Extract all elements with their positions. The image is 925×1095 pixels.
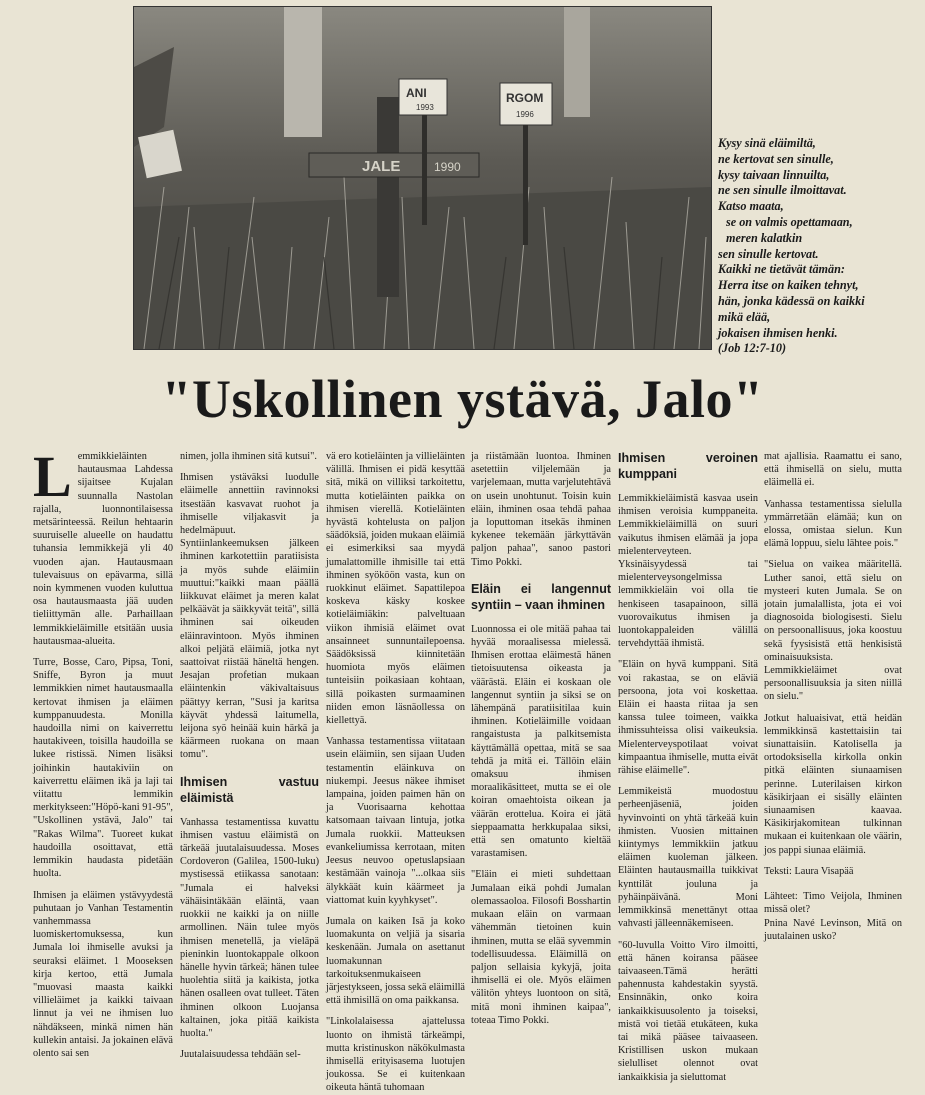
sources-line: Pnina Navé Levinson, Mitä on juutalainen usko?	[764, 917, 902, 942]
verse-line: hän, jonka kädessä on kaikki	[718, 293, 865, 308]
paragraph: vä ero kotieläinten ja villieläinten välillä. Ihmisen ei pidä kesyttää sitä, mikä on villiksi tarkoitettu, mutta kotieläinten paikka on ihmisen vierellä. Kotieläinten hyvästä kohtelusta on paljon säädöksiä, joiden mukaan eläimiä ei esimerkiksi saa myydä jumalattomille ihmisille tai että ihminen syököön vasta, kun on ruokkinut eläimet. Sapattilepoa koskeva käsky koskee kotieläimiäkin: palveltuaan viikon ihmisiä eläimet ovat ansainneet sunnuntailepoensa. Säädöksissä kiinnitetään huomiota myös eläimen tunteisiin poikasiaan kohtaan, sillä poikasten surmaaminen niiden emon läsnäollessa on kiellettyä.	[326, 451, 465, 727]
verse-line: ne sen sinulle ilmoittavat.	[718, 183, 847, 198]
sources-line: Lähteet: Timo Veijola, Ihminen missä olet?	[764, 891, 902, 916]
article-column-6	[764, 450, 902, 992]
paragraph: Vanhassa testamentissa viitataan usein eläimiin, sen sijaan Uuden testamentin eläinkuva on niukempi. Jeesus näkee ihmiset lampaina, joiden paimen hän on ja Vuorisaarna kehottaa katsomaan taivaan lintuja, jotka Jumala ruokkii. Matteuksen evankeliumissa kerrotaan, miten Jeesus neuvoo opetuslapsiaan kestämään vainoja "...olkaa siis älykkäät kuin käärmeet ja viattomat kuin kyyhkyset".	[326, 736, 465, 906]
subheading-responsibility: Ihmisen vastuu eläimistä	[180, 774, 319, 805]
cemetery-photo	[133, 6, 712, 350]
article-column-5	[618, 450, 758, 1083]
verse-line: jokaisen ihmisen henki.	[718, 325, 838, 340]
paragraph: ja riistämään luontoa. Ihminen asetettiin viljelemään ja varjelemaan, mutta varjelutehtävä on usein unohtunut. Toisin kuin eläin, ihminen osaa tehdä pahaa ja loputtoman itsekäs ihminen kykenee tekemään järkyttävän paljon pahaa", sanoo pastori Timo Pokki.	[471, 451, 611, 568]
paragraph: nimen, jolla ihminen sitä kutsui".	[180, 451, 317, 462]
article-column-4	[471, 450, 611, 1026]
paragraph: mat ajallisia. Raamattu ei sano, että ihmisellä on sielu, mutta eläimellä ei.	[764, 451, 902, 489]
bible-verse-quote	[718, 136, 918, 357]
paragraph: Ihmisen ystäväksi luodulle eläimelle annettiin ravinnoksi itsestään kasvavat ruohot ja ihmiselle viljakasvit ja hedelmäpuut. Syntiinlankeemuksen jälkeen ihminen karkotettiin paratiisista ja myös suhde eläimiin muuttui:"kaikki maan päällä liikkuvat eläimet ja meren kalat pelkäävät ja säikkyvät teitä", sillä ihminen sai oikeuden eläinravintoon. Myös ihminen alkoi peljätä eläimiä, jotka nyt saattoivat riistää häneltä hengen. Jesajan profetian mukaan eläintenkin väkivaltaisuus päättyy kerran, "Susi ja karitsa käyvät yhdessä laitumella, leijona syö heinää kuin härkä ja käärmeen ruokana on maan tomu".	[180, 472, 319, 761]
paragraph: Lemmikkieläimistä kasvaa usein ihmisen veroisia kumppaneita. Lemmikkieläimillä on suuri vaikutus ihmisen elämää ja jopa mielenterveyteen. Yksinäisyydessä tai mielenterveysongelmissa lemmikkieläin voi olla tie henkiseen tasapainoon, sillä vuorovaikutus ihmisen ja luontokappaleiden välillä tervehdyttää ihmistä.	[618, 493, 758, 650]
verse-line: mikä elää,	[718, 309, 771, 324]
author-credit: Teksti: Laura Visapää	[764, 865, 854, 877]
paragraph: Vanhassa testamentissa kuvattu ihmisen vastuu eläimistä on tärkeää juutalaisuudessa. Moses Cordoveron (Galilea, 1500-luku) mystisessä etiikassa sanotaan: "Jumala ei halveksi vähäisintäkään eläintä, vaan ruokkii ne kaikki ja on niille armollinen. Näin tulee myös ihmisen menetellä, ja vieläpä pieninkin luontokappale olkoon hänelle hyvin tärkeä; hänen tulee huolehtia siitä ja kaikista, jotka hänen osalleen ovat tulleet. Täten ihminen olkoon Luojansa kaltainen, joka pitää kaikista huolta."	[180, 816, 319, 1039]
verse-line: Kysy sinä eläimiltä,	[718, 136, 816, 150]
cross-year-text: 1990	[434, 160, 461, 174]
verse-line: kysy taivaan linnuilta,	[718, 167, 830, 182]
verse-line: sen sinulle kertovat.	[718, 246, 819, 261]
article-column-3	[326, 450, 465, 1094]
verse-reference: (Job 12:7-10)	[718, 341, 787, 356]
sign-right-year: 1996	[516, 110, 534, 119]
paragraph: Vanhassa testamentissa sielulla ymmärretään elämää; kun on elossa, omistaa sielun. Kun elämä loppuu, sielu lähtee pois."	[764, 498, 902, 550]
article-column-2	[180, 450, 319, 1061]
verse-line: Herra itse on kaiken tehnyt,	[718, 278, 859, 293]
paragraph: Jotkut haluaisivat, että heidän lemmikkinsä kastettaisiin tai siunattaisiin. Katolisella ja ortodoksisella kirkolla onkin pitkä eläinten siunaamisen perinne. Luterilaisen kirkon käsikirjaan ei sisälly eläinten siunaamisen kaavaa. Käsikirjakomitean tulkinnan mukaan ei kuitenkaan ole väärin, jos pappi siunaa eläimiä.	[764, 712, 902, 856]
verse-line: Katso maata,	[718, 199, 784, 214]
paragraph: "Linkolalaisessa ajattelussa luonto on ihmistä tärkeämpi, mutta kristinuskon näkökulmasta ihmisellä erityisasema luotujen joukossa. Se ei kuitenkaan oikeuta häntä tuhomaan	[326, 1016, 465, 1094]
sign-right-name: RGOM	[506, 91, 544, 105]
paragraph: "Eläin ei mieti suhdettaan Jumalaan eikä pohdi Jumalan olemassaoloa. Filosofi Bosshartin mukaan eläin on varmaan vähemmän tietoinen kuin ihminen, mutta se elää syvemmin todellisuudessa. Eläimillä on paljon sellaisia kykyjä, joita ihmisellä ei ole. Myös eläimen välitön yhteys luontoon on sitä, mitä moni ihminen kaipaa", toteaa Timo Pokki.	[471, 869, 611, 1026]
subheading-companion: Ihmisen veroinen kumppani	[618, 451, 758, 481]
paragraph: "Eläin on hyvä kumppani. Sitä voi rakastaa, se on eläviä persoona, jota voi koskettaa. Eläin ei haasta riitaa ja sen kanssa tulee toimeen, vaikka ihmissuhteissa olisi vaikeuksia. Mielenterveyspotilaat voivat kimpaantua ihmiselle, mutta eivät rähise eläimelle".	[618, 659, 758, 777]
paragraph: Lemmikeistä muodostuu perheenjäseniä, joiden hyvinvointi on yhtä tärkeää kuin ihmisten. Vuosien mittainen kiintymys lemmikkiin jatkuu eläimen kuoleman jälkeen. Eläinten hautausmailla tuikkivat kynttilät jouluna ja pyhäinpäivänä. Moni lemmikkinsä menettänyt ottaa vahvasti jälleennäkemiseen.	[618, 786, 758, 930]
paragraph: Jumala on kaiken Isä ja koko luomakunta on veljiä ja sisaria keskenään. Jumala on asettanut luomakunnan tarkoituksenmukaiseen järjestykseen, jossa sekä eläimillä että ihmisillä on oma paikkansa.	[326, 915, 465, 1007]
cemetery-photo-graphic	[134, 7, 711, 349]
paragraph: Ihmisen ja eläimen ystävyydestä puhutaan jo Vanhan Testamentin vanhemmassa luomiskertomuksessa, kun Jumala loi ihmiselle avuksi ja seuraksi eläimet. 1 Mooseksen kirja kertoo, että Jumala "muovasi maasta kaikki villieläimet ja kaikki taivaan linnut ja vei ne ihmisen luo nähdäkseen, minkä nimen hän kullekin antaisi. Ja jokainen elävä olento sai sen	[33, 889, 173, 1059]
paragraph: "60-luvulla Voitto Viro ilmoitti, että hänen koiransa pääsee taivaaseen.Tämä herätti pahennusta kahdestakin syystä. Ensinnäkin, onko koira iankaikkisuusolento ja toiseksi, mistä voi tietää etukäteen, kuka tai mikä pääsee taivaaseen. Kristillisen uskon mukaan sielulliset olennot ovat iankaikkisia ja sieluttomat	[618, 939, 758, 1083]
drop-cap: L	[33, 444, 72, 509]
cross-name-text: JALE	[362, 158, 401, 175]
article-headline: "Uskollinen ystävä, Jalo"	[161, 369, 764, 429]
verse-line: meren kalatkin	[726, 230, 803, 245]
paragraph: "Sielua on vaikea määritellä. Luther sanoi, että sielu on mysteeri kuten Jumala. Se on jotain jumalallista, jota ei voi diagnosoida biologisesti. Sielu on persoonallisuus, joka koostuu sekä fyysisistä että henkisistä ominaisuuksista. Lemmikkieläimet ovat persoonallisuuksia ja siten niillä on sielu."	[764, 559, 902, 703]
subheading-sin: Eläin ei langennut syntiin – vaan ihminen	[471, 581, 611, 612]
verse-line: Kaikki ne tietävät tämän:	[718, 262, 845, 277]
paragraph: emmikkieläinten hautausmaa Lahdessa sijaitsee Kujalan suunnalla Nastolan rajalla, luonnontilaisessa metsärinteessä. Reilun hehtaarin suuruiselle alueelle on haudattu tuhansia lemmikkejä yli 40 vuoden ajan. Hautausmaan tulevaisuus on epävarma, sillä noin kymmenen vuoden kuluttua osa hautausmaasta jää uuden tieliittymän alle. Parhaillaan lemmikkieläimille etsitään uusia hautausmaa-alueita.	[33, 451, 173, 647]
verse-line: ne kertovat sen sinulle,	[718, 151, 834, 166]
paragraph: Turre, Bosse, Caro, Pipsa, Toni, Sniffe, Byron ja muut lemmikkien nimet hautausmaalla kertovat ihmisen ja eläimen kumppanuudesta. Monilla haudoilla nimi on kaiverrettu hautakiveen, toisilla haudoilla se lukee ristissä. Nimen lisäksi joihinkin hautakiviin on kaiverrettu eläimen ikä ja laji tai viitattu lemmikin merkitykseen:"Höpö-kani 91-95", "Uskollinen ystävä, Jalo" tai "Rakas Wilma". Tuoreet kukat haudoilla osoittavat, että lemmikin haudasta pidetään huolta.	[33, 657, 173, 880]
paragraph: Juutalaisuudessa tehdään sel-	[180, 1049, 301, 1061]
sign-left-year: 1993	[416, 103, 434, 112]
verse-line: se on valmis opettamaan,	[726, 214, 853, 229]
article-column-1	[33, 444, 173, 1059]
sign-left-name: ANI	[406, 86, 427, 100]
paragraph: Luonnossa ei ole mitää pahaa tai hyvää moraalisessa mielessä. Ihmisen erottaa eläimestä hänen tietoisuutensa oikeasta ja väärästä. Eläin ei koskaan ole langennut syntiin ja siksi se on lähempänä paratiisitilaa kuin ihminen. Kotieläimille voidaan rangaistusta ja palkitsemista käyttämällä opettaa, mitä se saa tehdä ja mitä ei. Tällöin eläin omaksuu ihmisen moraalikäsitteet, mutta se ei ole koiran omaehtoista oikean ja väärän erottelua. Koira ei jätä sieppaamatta herkkupalaa siksi, että sen omatunto kieltää varastamisen.	[471, 623, 611, 860]
